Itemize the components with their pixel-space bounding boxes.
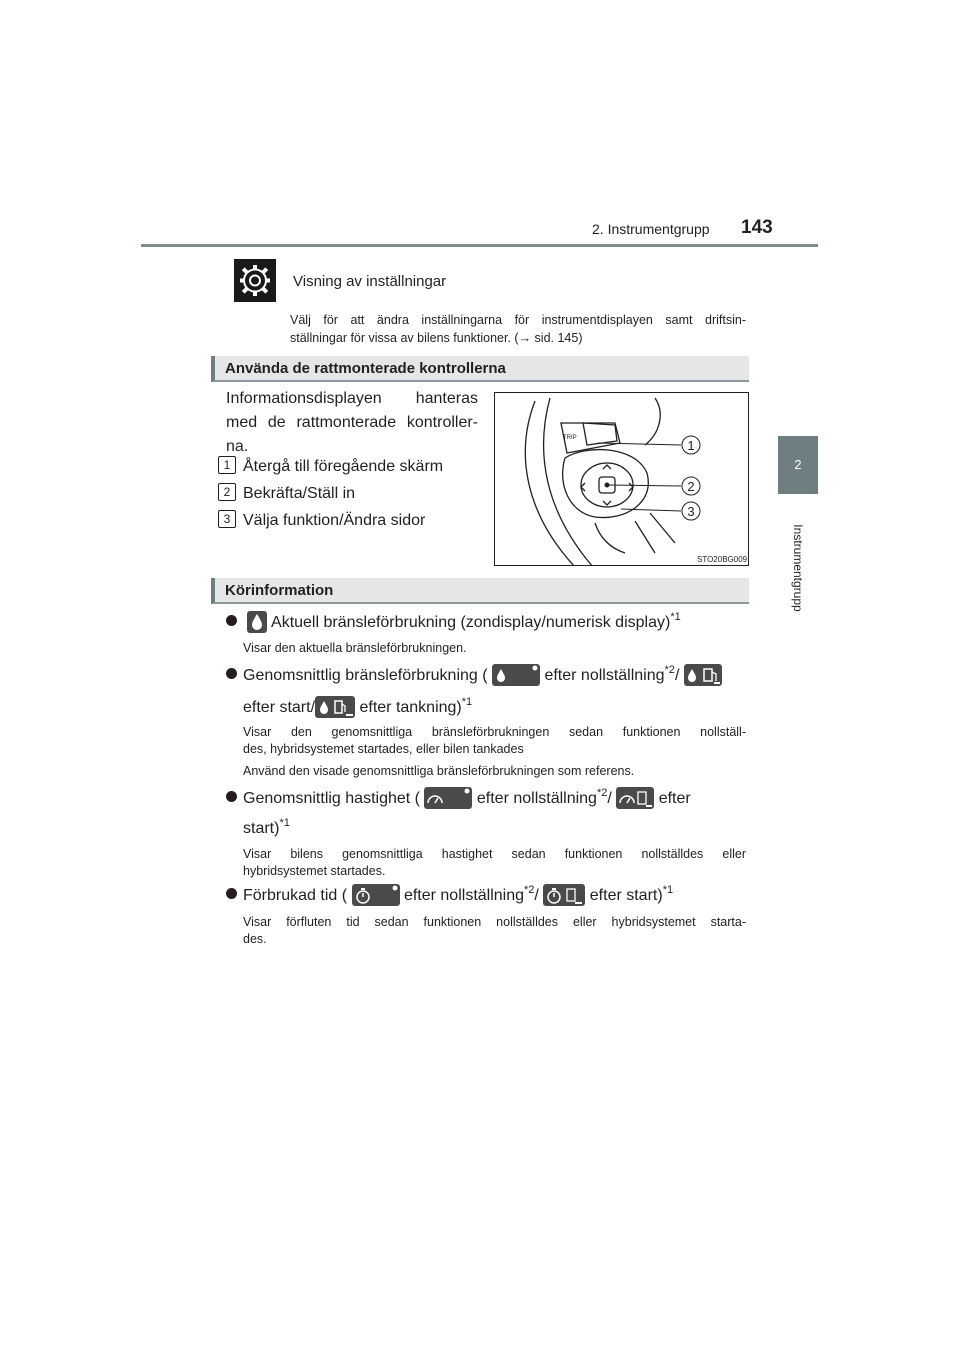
settings-description: Välj för att ändra inställningarna för instrumentdisplayen samt driftsin- ställningar för vissa av bilens funktioner. (→ sid. 145)	[290, 313, 746, 345]
steering-switch-figure	[494, 392, 749, 566]
item-number: 3	[218, 510, 236, 528]
drive-info-item-1-desc: Visar den aktuella bränsleförbrukningen.	[243, 641, 467, 655]
page-number: 143	[741, 217, 773, 238]
callout-3: 3	[687, 504, 695, 519]
header-rule	[141, 244, 818, 247]
drive-info-item-2-desc: Visar den genomsnittliga bränsleförbrukningen sedan funktionen nollställ- des, hybridsystemet startades, eller bilen tankades Använd den visade genomsnittliga bränsleförbrukningen som referens.	[243, 725, 746, 778]
drive-info-item-2-title: Genomsnittlig bränsleförbrukning ( efter nollställning$^{*2}$/	[226, 664, 746, 686]
item-label: Välja funktion/Ändra sidor	[243, 512, 426, 529]
drive-info-item-3-desc: Visar bilens genomsnittliga hastighet sedan funktionen nollställdes eller hybridsystemet startades.	[243, 847, 746, 878]
drive-info-item-4-desc: Visar förfluten tid sedan funktionen nollställdes eller hybridsystemet starta- des.	[243, 915, 746, 946]
stopwatch-icon	[543, 884, 585, 906]
chapter-label: Instrumentgrupp	[791, 524, 805, 612]
bullet	[226, 615, 237, 626]
section-heading-drive-info: Körinformation	[211, 578, 749, 604]
controls-intro: Informationsdisplayen hanteras med de rattmonterade kontroller- na.	[226, 390, 478, 455]
fuel-drop-icon	[492, 664, 540, 686]
drive-info-item-3-title-cont: start)$^{*1}$	[243, 817, 290, 837]
chapter-tab	[778, 436, 818, 494]
drive-info-item-4-title: Förbrukad tid ( efter nollställning$^{*2}$/ efter start)$^{*1}$	[226, 884, 673, 906]
settings-title: Visning av inställningar	[293, 273, 447, 290]
item-number: 2	[218, 483, 236, 501]
section-heading-controls: Använda de rattmonterade kontrollerna	[211, 356, 749, 382]
trip-label: TRIP	[563, 435, 577, 441]
drive-info-item-3-title: Genomsnittlig hastighet ( efter nollställning$^{*2}$/ efter	[226, 787, 746, 809]
drive-info-item-2-title-cont: efter start/ efter tankning)$^{*1}$	[243, 696, 473, 716]
figure-code: STO20BG009	[697, 555, 748, 564]
bullet	[226, 668, 237, 679]
bullet	[226, 888, 237, 899]
fuel-pump-icon	[315, 696, 355, 718]
speedometer-icon	[616, 787, 654, 809]
stopwatch-icon	[352, 884, 400, 906]
item-label: Bekräfta/Ställ in	[243, 485, 356, 502]
callout-1: 1	[687, 438, 695, 453]
bullet	[226, 791, 237, 802]
speedometer-icon	[424, 787, 472, 809]
chapter-number: 2	[794, 457, 802, 472]
drive-info-item-1-title: Aktuell bränsleförbrukning (zondisplay/numerisk display)$^{*1}$	[226, 611, 681, 633]
fuel-drop-icon	[247, 611, 267, 633]
section-title: 2. Instrumentgrupp	[592, 221, 710, 237]
gear-icon	[234, 259, 276, 302]
fuel-pump-icon	[684, 664, 722, 686]
item-number: 1	[218, 456, 236, 474]
item-label: Återgå till föregående skärm	[243, 458, 444, 475]
callout-2: 2	[687, 479, 695, 494]
